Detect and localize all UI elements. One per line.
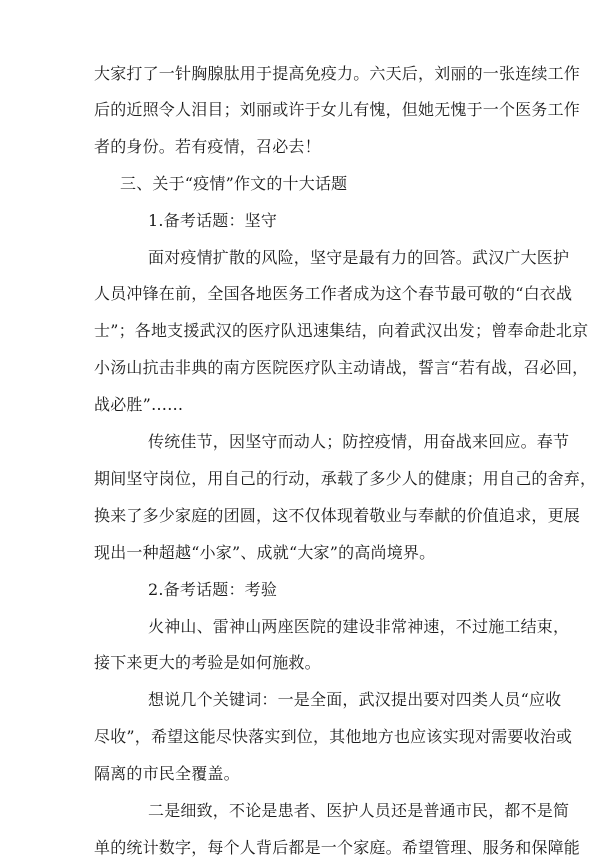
topic-heading-2: 2.备考话题：考验 bbox=[148, 580, 278, 599]
text-line-7: 人员冲锋在前，全国各地医务工作者成为这个春节最可敬的“白衣战 bbox=[94, 284, 573, 303]
text-line-3: 者的身份。若有疫情，召必去！ bbox=[94, 137, 321, 156]
text-line-8: 士”；各地支援武汉的医疗队迅速集结，向着武汉出发；曾奉命赴北京 bbox=[94, 321, 589, 340]
text-line-13: 换来了多少家庭的团圆，这不仅体现着敬业与奉献的价值追求，更展 bbox=[94, 506, 581, 525]
text-line-6: 面对疫情扩散的风险，坚守是最有力的回答。武汉广大医护 bbox=[148, 248, 570, 267]
text-line-18: 想说几个关键词：一是全面，武汉提出要对四类人员“应收 bbox=[148, 690, 562, 709]
text-line-9: 小汤山抗击非典的南方医院医疗队主动请战，誓言“若有战，召必回， bbox=[94, 358, 589, 377]
text-line-14: 现出一种超越“小家”、成就“大家”的高尚境界。 bbox=[94, 543, 436, 562]
text-line-10: 战必胜”…… bbox=[94, 395, 184, 414]
text-line-21: 二是细致，不论是患者、医护人员还是普通市民，都不是简 bbox=[148, 801, 570, 820]
text-line-12: 期间坚守岗位，用自己的行动，承载了多少人的健康；用自己的舍弃， bbox=[94, 469, 597, 488]
section-heading: 三、关于“疫情”作文的十大话题 bbox=[120, 174, 348, 193]
text-line-17: 接下来更大的考验是如何施救。 bbox=[94, 653, 321, 672]
topic-heading-1: 1.备考话题：坚守 bbox=[148, 211, 278, 230]
text-line-20: 隔离的市民全覆盖。 bbox=[94, 764, 240, 783]
text-line-2: 后的近照令人泪目；刘丽或许于女儿有愧，但她无愧于一个医务工作 bbox=[94, 100, 581, 119]
text-line-22: 单的统计数字，每个人背后都是一个家庭。希望管理、服务和保障能 bbox=[94, 838, 581, 857]
text-line-11: 传统佳节，因坚守而动人；防控疫情，用奋战来回应。春节 bbox=[148, 432, 570, 451]
text-line-1: 大家打了一针胸腺肽用于提高免疫力。六天后，刘丽的一张连续工作 bbox=[94, 64, 581, 83]
text-line-16: 火神山、雷神山两座医院的建设非常神速，不过施工结束， bbox=[148, 617, 570, 636]
text-line-19: 尽收”，希望这能尽快落实到位，其他地方也应该实现对需要收治或 bbox=[94, 727, 573, 746]
